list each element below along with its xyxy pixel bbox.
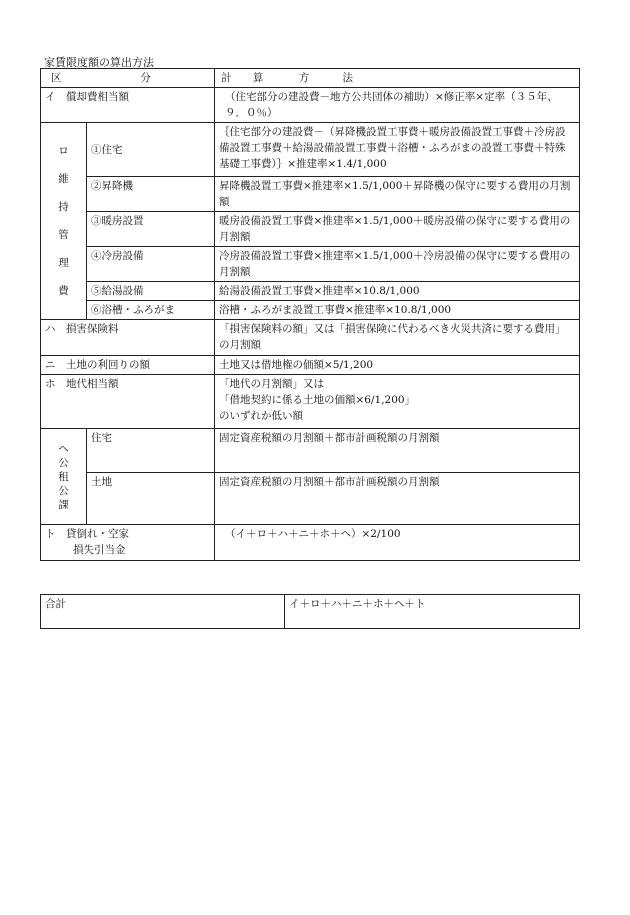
- row-to-label-line-2: 損失引当金: [73, 544, 126, 556]
- row-ro-item-1-label: ①住宅: [87, 123, 215, 177]
- row-ha-label: ハ 損害保険料: [41, 320, 215, 356]
- row-ro-item-2-label: ②昇降機: [87, 177, 215, 212]
- row-he-item-1-calc: 固定資産税額の月割額＋都市計画税額の月割額: [215, 429, 580, 473]
- header-right-3: 方: [298, 72, 310, 84]
- table-row: [41, 429, 580, 473]
- table-header-row: [41, 69, 580, 88]
- row-ro-item-6-label: ⑥浴槽・ふろがま: [87, 301, 215, 320]
- row-to-calc: （イ＋ロ＋ハ＋ニ＋ホ＋ヘ）×2/100: [215, 525, 580, 561]
- row-i-label: イ 償却費相当額: [41, 88, 215, 123]
- table-row: [41, 247, 580, 282]
- row-he-item-1-label: 住宅: [87, 429, 215, 473]
- header-left-1: 区: [51, 72, 62, 84]
- header-right-2: 算: [252, 72, 264, 84]
- table-row: [41, 88, 580, 123]
- page-title: 家賃限度額の算出方法: [44, 56, 154, 69]
- row-ro-item-2-calc: 昇降機設置工事費×推建率×1.5/1,000＋昇降機の保守に要する費用の月割額: [215, 177, 580, 212]
- row-to-label-line-1: ト 貸倒れ・空家: [45, 528, 129, 540]
- total-table: [40, 594, 580, 629]
- row-ro-item-4-label: ④冷房設備: [87, 247, 215, 282]
- calculation-table: [40, 68, 580, 561]
- total-formula: イ＋ロ＋ハ＋ニ＋ホ＋ヘ＋ト: [285, 595, 580, 629]
- table-row: [41, 473, 580, 525]
- table-row: [41, 356, 580, 375]
- header-right-4: 法: [342, 72, 354, 84]
- table-row: [41, 320, 580, 356]
- row-to-label: [41, 525, 215, 561]
- table-row: [41, 375, 580, 429]
- row-ro-item-4-calc: 冷房設備設置工事費×推建率×1.5/1,000＋冷房設備の保守に要する費用の月割額: [215, 247, 580, 282]
- row-he-label-text: ヘ公租公課: [58, 442, 69, 511]
- row-ho-calc: [215, 375, 580, 429]
- row-ro-item-3-calc: 暖房設備設置工事費×推建率×1.5/1,000＋暖房設備の保守に要する費用の月割額: [215, 212, 580, 247]
- row-ro-item-5-label: ⑤給湯設備: [87, 282, 215, 301]
- row-ro-item-3-label: ③暖房設置: [87, 212, 215, 247]
- total-label: 合計: [41, 595, 285, 629]
- row-ro-label-text: ロ維持管理費: [58, 145, 69, 297]
- row-ho-calc-line-1: 「地代の月割額」又は: [219, 378, 324, 390]
- row-ro-item-6-calc: 浴槽・ふろがま設置工事費×推建率×10.8/1,000: [215, 301, 580, 320]
- table-row: [41, 301, 580, 320]
- row-ro-item-1-calc: ｛住宅部分の建設費－（昇降機設置工事費＋暖房設備設置工事費＋冷房設備設置工事費＋給湯設備設置工事費＋浴槽・ふろがまの設置工事費＋特殊基礎工事費）｝×推建率×1.4/1,000: [215, 123, 580, 177]
- table-row: [41, 177, 580, 212]
- table-row: [41, 282, 580, 301]
- total-row: [41, 595, 580, 629]
- row-ro-item-5-calc: 給湯設備設置工事費×推建率×10.8/1,000: [215, 282, 580, 301]
- row-ha-calc: 「損害保険料の額」又は「損害保険に代わるべき火災共済に要する費用」の月割額: [215, 320, 580, 356]
- header-category: [41, 69, 215, 88]
- header-right-1: 計: [221, 72, 232, 84]
- row-ho-calc-line-2: 「借地契約に係る土地の価額×6/1,200」: [219, 394, 416, 406]
- row-he-label: [41, 429, 87, 525]
- table-row: [41, 525, 580, 561]
- row-ni-calc: 土地又は借地権の価額×5/1,200: [215, 356, 580, 375]
- row-i-calc: （住宅部分の建設費－地方公共団体の補助）×修正率×定率（３５年、９．０％）: [215, 88, 580, 123]
- header-method: [215, 69, 580, 88]
- row-he-item-2-label: 土地: [87, 473, 215, 525]
- row-ro-label: [41, 123, 87, 320]
- row-ni-label: ニ 土地の利回りの額: [41, 356, 215, 375]
- row-he-item-2-calc: 固定資産税額の月割額＋都市計画税額の月割額: [215, 473, 580, 525]
- row-ho-label: ホ 地代相当額: [41, 375, 215, 429]
- table-row: [41, 212, 580, 247]
- row-ho-calc-line-3: のいずれか低い額: [219, 410, 303, 422]
- table-row: [41, 123, 580, 177]
- header-left-2: 分: [140, 72, 151, 84]
